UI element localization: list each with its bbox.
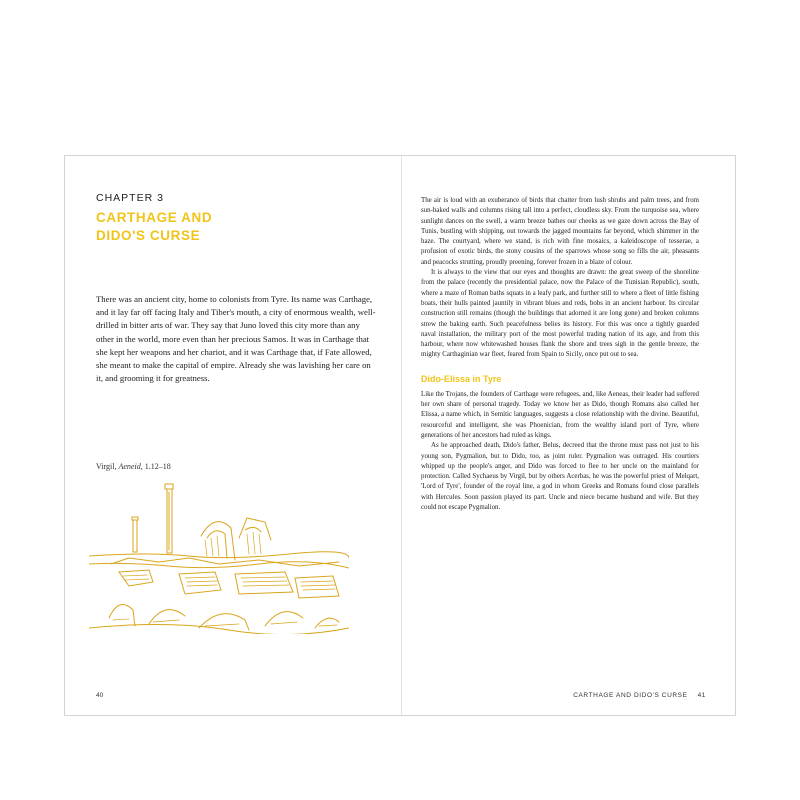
running-head: CARTHAGE AND DIDO'S CURSE <box>573 692 688 699</box>
left-page <box>65 156 401 715</box>
section-heading: Dido-Elissa in Tyre <box>421 373 502 384</box>
book-spread <box>64 155 736 716</box>
column-icon <box>165 484 173 553</box>
chapter-label: CHAPTER 3 <box>96 192 164 204</box>
epigraph <box>96 293 376 385</box>
epigraph-text: There was an ancient city, home to colonists from Tyre. Its name was Carthage, and it lay far off facing Italy and Tiber's mouth, a city of enormous wealth, well-drilled in bitter arts of war. They say that Juno loved this city more than any other in the world, more even than her precious Samos. It was in Carthage that she kept her weapons and her chariot, and it was Carthage that, if Fate allowed, she meant to make the capital of empire. Already she was lavishing her care on it, and grooming it for greatness. <box>96 294 376 384</box>
paragraph-1: The air is loud with an exuberance of birds that chatter from lush shrubs and palm trees, and from sun-baked walls and columns rising tall into a perfect, cloudless sky. From the turquoise sea, where sunlight dances on the swell, a warm breeze bathes our cheeks as we gaze down across the Bay of Tunis, bustling with shipping, out towards the jagged mountains far beyond, which shimmer in the haze. The courtyard, where we stand, is rich with fine mosaics, a kaleidoscope of tesserae, a profusion of exotic birds, the stony cousins of the sparrows whose song so fills the air, pheasants and peacocks strutting, proudly preening, forever frozen in a blaze of colour. <box>421 197 699 266</box>
chapter-title-line-2: DIDO'S CURSE <box>96 228 201 243</box>
body-text <box>421 196 699 513</box>
chapter-title-line-1: CARTHAGE AND <box>96 210 213 225</box>
citation-work: Aeneid <box>118 462 141 471</box>
page-number-right: 41 <box>697 692 706 699</box>
paragraph-4: As he approached death, Dido's father, Belus, decreed that the throne must pass not just to his young son, Pygmalion, but to Dido, too, as joint ruler. Pygmalion was outraged. His courtiers whipped up the people's anger, and Dido was forced to flee to her uncle on the mainland for protection. Called Sychaeus by Virgil, but by others Acerbas, he was the powerful priest of Melqart, 'Lord of Tyre', founder of the royal line, a god in whom Greeks and Romans found close parallels with Hercules. Soon passion played its part. Uncle and niece became husband and wife. But they could not escape Pygmalion. <box>421 442 699 512</box>
paragraph-2: It is always to the view that our eyes and thoughts are drawn: the great sweep of the shoreline from the palace (recently the presidential palace, now the Palace of the Tunisian Republic), south, where a maze of Roman baths squats in a leafy park, and further still to where a fleet of little fishing boats, their hulls painted jauntily in vibrant blues and reds, bobs in an ancient harbour. Its circular construction still remains (though the buildings that adorned it are long gone) and broken columns strew the baking earth. Such peacefulness belies its history. For this was once a tightly guarded naval installation, the military port of the most powerful trading nation of its age, and from this harbour, where now whitewashed houses flank the shore and trees sigh in the gentle breeze, the mighty Carthaginian war fleet, feared from Spain to Sicily, once put out to sea. <box>421 269 699 359</box>
right-page <box>402 156 737 715</box>
paragraph-3: Like the Trojans, the founders of Carthage were refugees, and, like Aeneas, their leader had suffered her own share of personal tragedy. Today we know her as Dido, though Romans also called her Elissa, a name which, in Semitic languages, suggests a close relationship with the divine. Beautiful, resourceful and intelligent, she was Phoenician, from the wealthy island port of Tyre, where generations of her ancestors had ruled as kings. <box>421 390 699 439</box>
ruins-illustration <box>89 478 349 634</box>
citation-author: Virgil, <box>96 462 117 471</box>
chapter-title <box>96 209 296 245</box>
citation-ref: , 1.12–18 <box>140 462 171 471</box>
running-footer <box>573 692 706 699</box>
epigraph-citation <box>96 462 171 471</box>
page-number-left: 40 <box>96 692 104 699</box>
